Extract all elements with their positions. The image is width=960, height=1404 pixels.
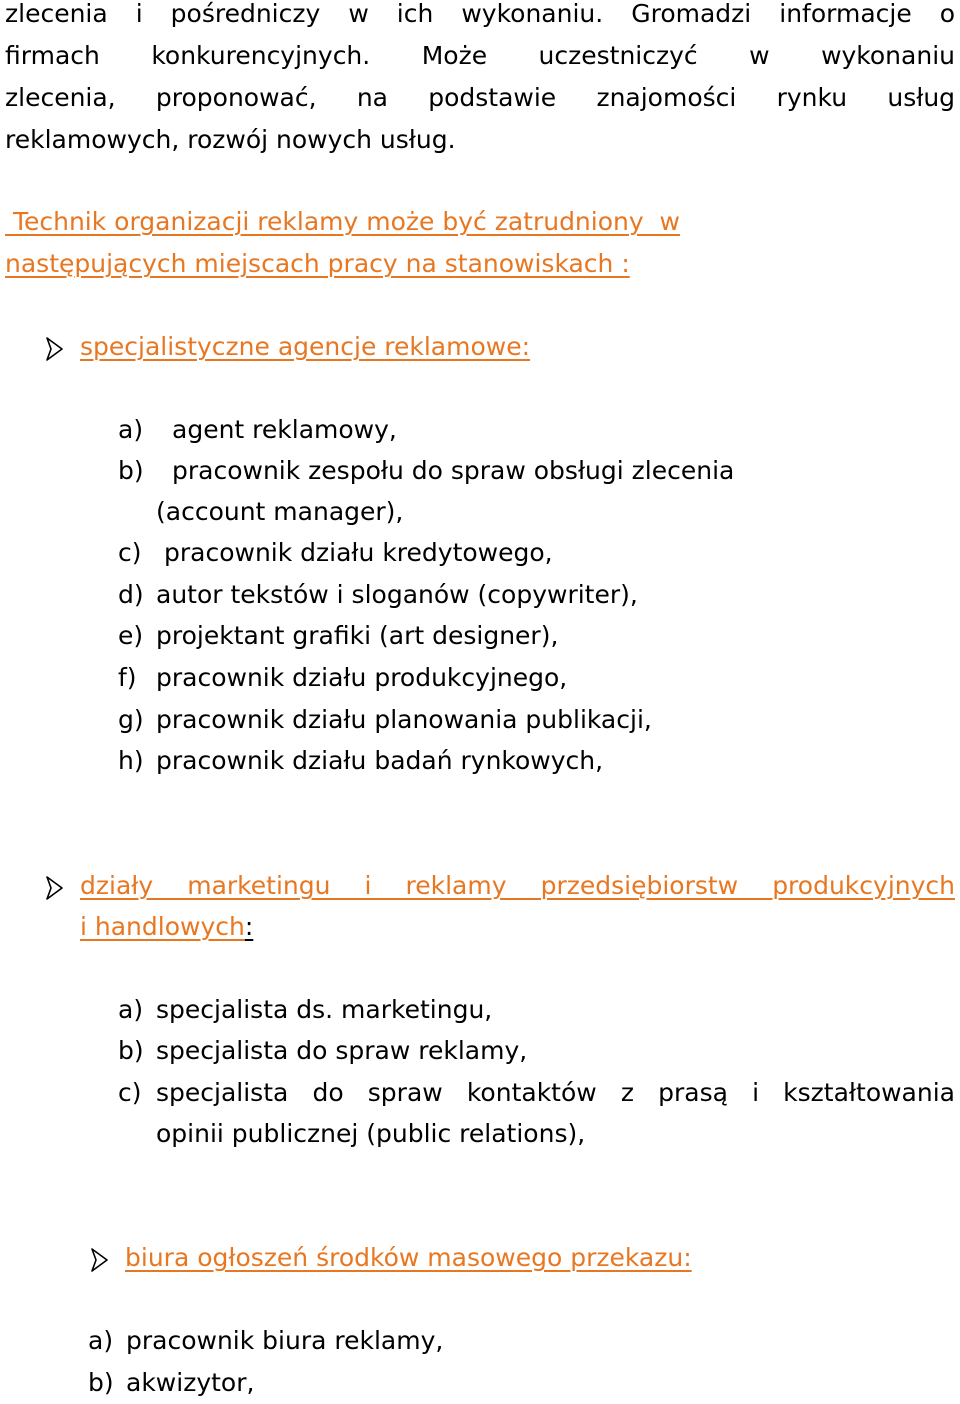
list-item: a) pracownik biura reklamy, (88, 1326, 444, 1355)
section-2-title-line-2: i handlowych: (80, 912, 254, 941)
section-1-title: specjalistyczne agencje reklamowe: (80, 332, 531, 361)
arrow-bullet-icon (45, 336, 65, 362)
list-item-continuation: (account manager), (156, 497, 404, 526)
list-item: b) akwizytor, (88, 1368, 255, 1397)
list-item: e) projektant grafiki (art designer), (118, 621, 559, 650)
list-item: c) pracownik działu kredytowego, (118, 538, 553, 567)
list-item: c) specjalista do spraw kontaktów z prasą i kształtowania (118, 1078, 955, 1107)
list-item: f) pracownik działu produkcyjnego, (118, 663, 568, 692)
list-item: a) specjalista ds. marketingu, (118, 995, 493, 1024)
list-item: b) pracownik zespołu do spraw obsługi zlecenia (118, 456, 735, 485)
list-item: h) pracownik działu badań rynkowych, (118, 746, 604, 775)
intro-line-4: reklamowych, rozwój nowych usług. (5, 125, 456, 154)
heading-line-2: następujących miejscach pracy na stanowiskach : (5, 249, 630, 278)
list-item: g) pracownik działu planowania publikacji, (118, 705, 652, 734)
arrow-bullet-icon (90, 1247, 110, 1273)
intro-line-2: firmach konkurencyjnych. Może uczestniczyć w wykonaniu (5, 41, 955, 70)
heading-line-1: Technik organizacji reklamy może być zatrudniony w (5, 207, 680, 236)
section-3-title: biura ogłoszeń środków masowego przekazu: (125, 1243, 692, 1272)
list-item-continuation: opinii publicznej (public relations), (156, 1119, 586, 1148)
list-item: d) autor tekstów i sloganów (copywriter), (118, 580, 638, 609)
intro-line-3: zlecenia, proponować, na podstawie znajomości rynku usług (5, 83, 956, 112)
intro-line-1: zlecenia i pośredniczy w ich wykonaniu. Gromadzi informacje o (5, 0, 956, 28)
section-2-title-line-1: działy marketingu i reklamy przedsiębiorstw produkcyjnych (80, 871, 955, 900)
arrow-bullet-icon (45, 875, 65, 901)
list-item: b) specjalista do spraw reklamy, (118, 1036, 528, 1065)
list-item: a) agent reklamowy, (118, 415, 397, 444)
